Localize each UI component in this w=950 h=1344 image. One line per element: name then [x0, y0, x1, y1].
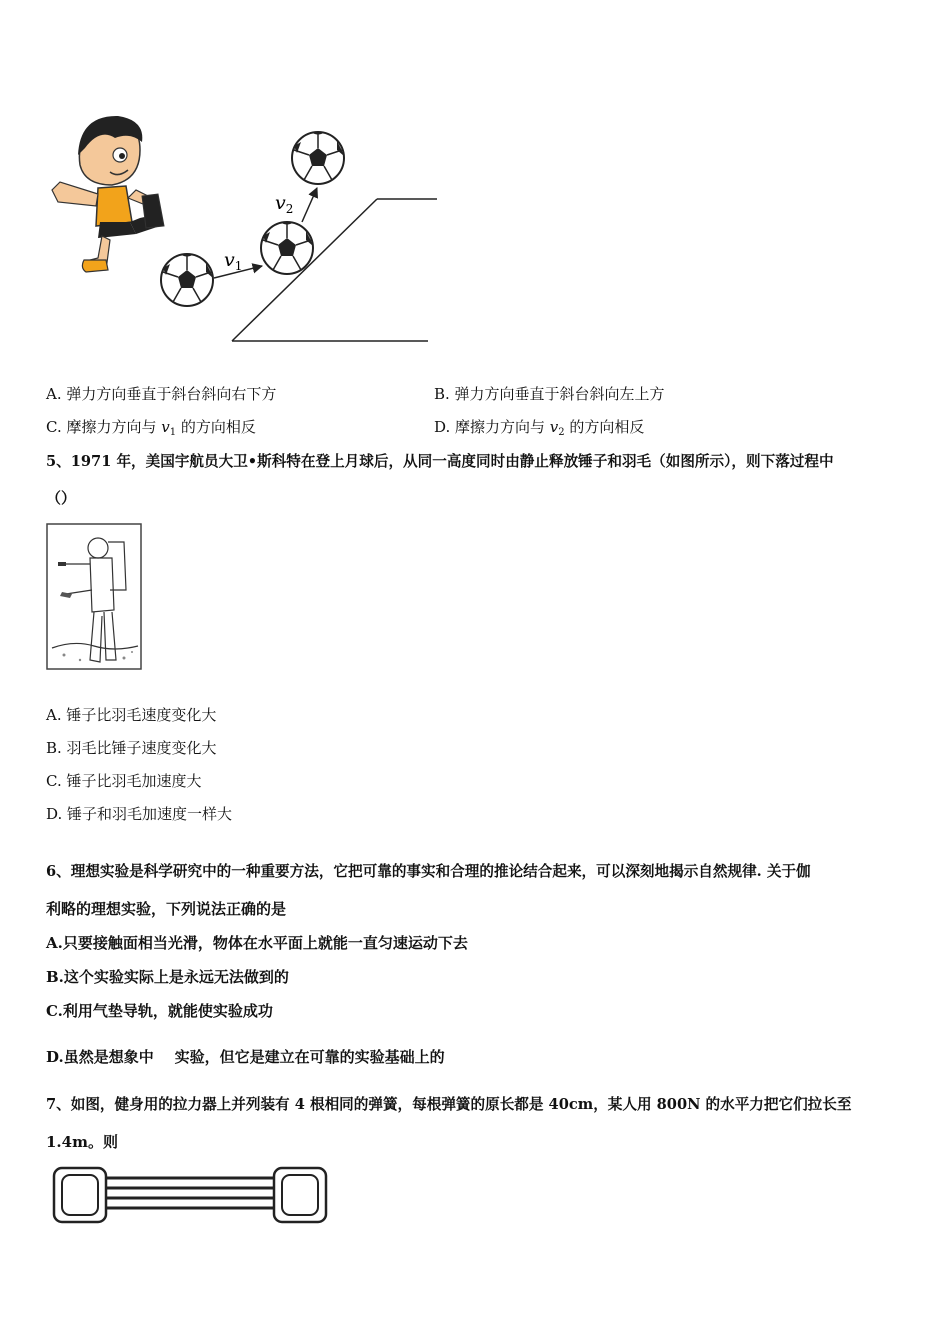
label-v1: $v_1$	[224, 249, 243, 273]
soccer-ball-3	[292, 132, 344, 184]
q6-option-a: A.只要接触面相当光滑，物体在水平面上就能一直匀速运动下去	[46, 934, 468, 952]
figure-ball-incline	[40, 110, 460, 350]
q6-option-b: B.这个实验实际上是永远无法做到的	[46, 968, 289, 986]
velocity-arrow-v2	[302, 188, 317, 222]
incline-plane	[232, 199, 437, 341]
q4-option-c	[46, 417, 256, 443]
q4-option-d-sub: 2	[558, 427, 565, 438]
q4-option-d-post: 的方向相反	[564, 418, 645, 436]
q4-option-c-sub: 1	[169, 427, 177, 438]
soccer-ball-1	[161, 254, 213, 306]
q4-option-a: A. 弹力方向垂直于斜台斜向右下方	[46, 385, 277, 403]
q4-option-c-var: v	[161, 418, 170, 436]
label-v2: $v_2$	[275, 192, 294, 216]
q6-option-d: D.虽然是想象中 实验，但它是建立在可靠的实验基础上的	[46, 1048, 445, 1066]
q5-option-c: C. 锤子比羽毛加速度大	[46, 772, 202, 790]
handle-left	[54, 1168, 106, 1222]
q5-option-a: A. 锤子比羽毛速度变化大	[46, 706, 217, 724]
q4-option-d-text: D. 摩擦力方向与	[434, 418, 550, 436]
springs	[106, 1178, 274, 1208]
kid-illustration	[52, 116, 164, 272]
q5-stem-line1: 5、1971 年，美国宇航员大卫•斯科特在登上月球后，从同一高度同时由静止释放锤子和羽毛（如图所示），则下落过程中	[46, 453, 834, 470]
q4-option-b: B. 弹力方向垂直于斜台斜向左上方	[434, 385, 665, 403]
q4-option-c-text: C. 摩擦力方向与	[46, 418, 162, 436]
handle-right	[274, 1168, 326, 1222]
q4-option-d	[434, 417, 644, 443]
q7-stem-line2: 1.4m。则	[46, 1133, 118, 1151]
q6-stem-line1: 6、理想实验是科学研究中的一种重要方法，它把可靠的事实和合理的推论结合起来，可以深刻地揭示自然规律. 关于伽	[46, 863, 811, 880]
q6-option-c: C.利用气垫导轨，就能使实验成功	[46, 1002, 273, 1020]
figure-astronaut	[44, 520, 146, 674]
q5-option-b: B. 羽毛比锤子速度变化大	[46, 739, 217, 757]
q5-option-d: D. 锤子和羽毛加速度一样大	[46, 805, 233, 823]
figure-spring-exerciser	[52, 1165, 328, 1225]
q7-stem-line1: 7、如图，健身用的拉力器上并列装有 4 根相同的弹簧，每根弹簧的原长都是 40cm，某人用 800N 的水平力把它们拉长至	[46, 1096, 852, 1113]
q5-stem-line2: （）	[46, 489, 77, 507]
q4-option-c-post: 的方向相反	[176, 418, 256, 436]
q4-option-d-var: v	[549, 418, 559, 436]
soccer-ball-2	[261, 222, 313, 274]
q6-stem-line2: 利略的理想实验，下列说法正确的是	[46, 900, 287, 918]
